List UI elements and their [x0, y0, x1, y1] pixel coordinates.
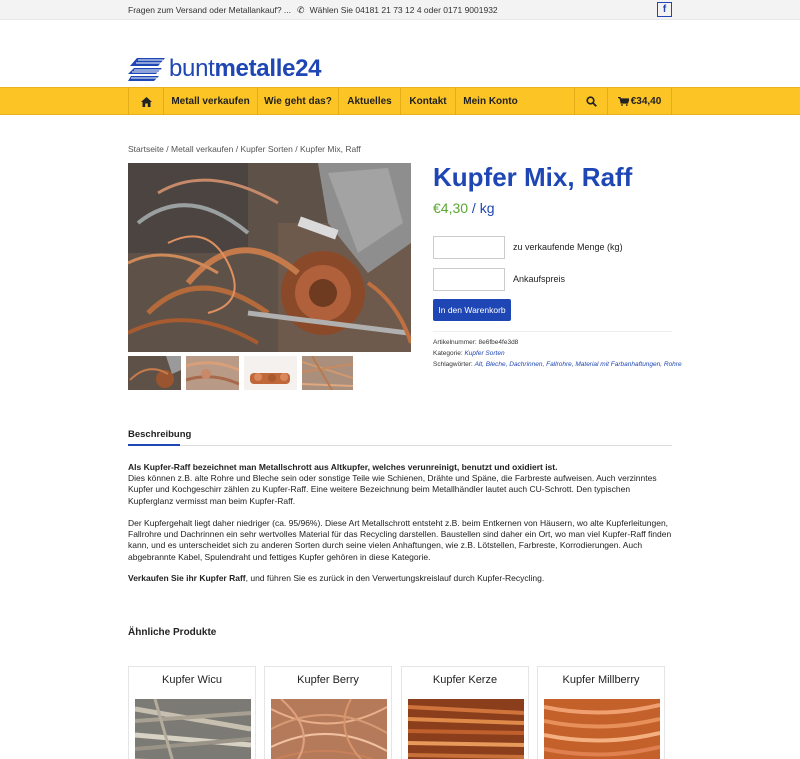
description-paragraph-2: Der Kupfergehalt liegt daher niedriger (ca. 95/96%). Diese Art Metallschrott entsteht z.B. beim Entkernen von Häusern, wo alte Kupferleitungen, Fallrohre und Dachrinnen ein sehr wertvolles Material für das Recycling darstellen. Baustellen sind daher ein Ort, wo man viel Kupfer-Raff finden kann, und es unterscheidet sich zu anderen Sorten durch seine vielen Anhaftungen, wie z.B. Lötstellen, Farbreste, Korrodierungen. Auch abgebrannte Kabel, Spulendraht und fettiges Kupfer gehören in diese Kategorie.	[128, 518, 672, 562]
cart-total: €34,40	[630, 96, 662, 107]
product-tabs	[128, 425, 672, 446]
product-title: Kupfer Mix, Raff	[433, 162, 633, 192]
related-product-image[interactable]	[271, 699, 387, 759]
facebook-icon[interactable]: f	[657, 2, 672, 17]
nav-mein-konto[interactable]: Mein Konto	[455, 88, 525, 115]
related-product-image[interactable]	[408, 699, 524, 759]
nav-metall-verkaufen[interactable]: Metall verkaufen	[163, 88, 257, 115]
phone-icon: ✆	[297, 4, 305, 15]
site-logo[interactable]	[128, 56, 321, 82]
meta-divider	[433, 331, 672, 332]
product-thumbnail[interactable]	[302, 356, 355, 390]
product-thumbnail[interactable]	[244, 356, 297, 390]
purchase-price-input[interactable]	[433, 268, 505, 291]
add-to-cart-button[interactable]: In den Warenkorb	[433, 299, 511, 321]
top-info-bar	[0, 0, 800, 20]
product-thumbnail[interactable]	[186, 356, 239, 390]
home-icon[interactable]	[128, 88, 163, 115]
breadcrumb[interactable]: Startseite / Metall verkaufen / Kupfer Sorten / Kupfer Mix, Raff	[128, 144, 361, 154]
product-tags: Schlagwörter: Alt, Bleche, Dachrinnen, Fallrohre, Material mit Farbanhaftungen, Rohre	[433, 361, 682, 368]
related-products-title: Ähnliche Produkte	[128, 627, 217, 638]
site-header	[0, 20, 800, 87]
related-product-name[interactable]: Kupfer Wicu	[162, 674, 222, 686]
cart-button[interactable]	[607, 88, 672, 115]
nav-kontakt[interactable]: Kontakt	[400, 88, 455, 115]
related-product-image[interactable]	[135, 699, 251, 759]
shipping-question-text: Fragen zum Versand oder Metallankauf? ...	[128, 5, 292, 15]
product-price: €4,30 / kg	[433, 200, 495, 216]
related-product-card[interactable]	[537, 666, 665, 759]
quantity-input[interactable]	[433, 236, 505, 259]
description-paragraph-1: Als Kupfer-Raff bezeichnet man Metallschrott aus Altkupfer, welches verunreinigt, benutzt und oxidiert ist. Dies können z.B. alte Rohre und Bleche sein oder sonstige Teile wie Schienen, Drähte und Späne, die Farbreste aufweisen. Auch verzinntes Kupfer und Kochgeschirr zählen zu Kupfer-Raff. Eine weitere Bezeichnung beim Metallhändler lautet auch CU-Schrott. Den typischen Kupferglanz vermisst man beim Kupfer-Raff.	[128, 462, 657, 506]
tab-beschreibung[interactable]: Beschreibung	[128, 425, 180, 446]
product-sku: Artikelnummer: 8e6fbe4fe3d8	[433, 339, 519, 346]
main-navigation	[0, 87, 800, 115]
related-product-image[interactable]	[544, 699, 660, 759]
phone-numbers-text: Wählen Sie 04181 21 73 12 4 oder 0171 9001932	[309, 5, 498, 15]
related-product-card[interactable]	[264, 666, 392, 759]
product-main-image[interactable]	[128, 163, 411, 352]
related-product-name[interactable]: Kupfer Kerze	[432, 674, 498, 686]
description-paragraph-3: Verkaufen Sie ihr Kupfer Raff, und führen Sie es zurück in den Verwertungskreislauf durch Kupfer-Recycling.	[128, 573, 545, 583]
quantity-label: zu verkaufende Menge (kg)	[513, 242, 623, 252]
product-thumbnail[interactable]	[128, 356, 181, 390]
related-product-name[interactable]: Kupfer Millberry	[562, 674, 640, 686]
purchase-price-label: Ankaufspreis	[513, 274, 566, 284]
related-product-name[interactable]: Kupfer Berry	[297, 674, 359, 686]
tag-links[interactable]: Alt, Bleche, Dachrinnen, Fallrohre, Material mit Farbanhaftungen, Rohre	[474, 361, 682, 368]
related-product-card[interactable]	[128, 666, 256, 759]
logo-text: buntmetalle24	[169, 55, 322, 82]
cart-icon	[618, 97, 629, 106]
category-link[interactable]: Kupfer Sorten	[464, 350, 505, 357]
search-icon[interactable]	[574, 88, 607, 115]
related-product-card[interactable]	[401, 666, 529, 759]
nav-aktuelles[interactable]: Aktuelles	[338, 88, 400, 115]
logo-swoosh-icon	[128, 56, 166, 82]
product-category: Kategorie: Kupfer Sorten	[433, 350, 505, 357]
nav-wie-geht-das[interactable]: Wie geht das?	[257, 88, 338, 115]
